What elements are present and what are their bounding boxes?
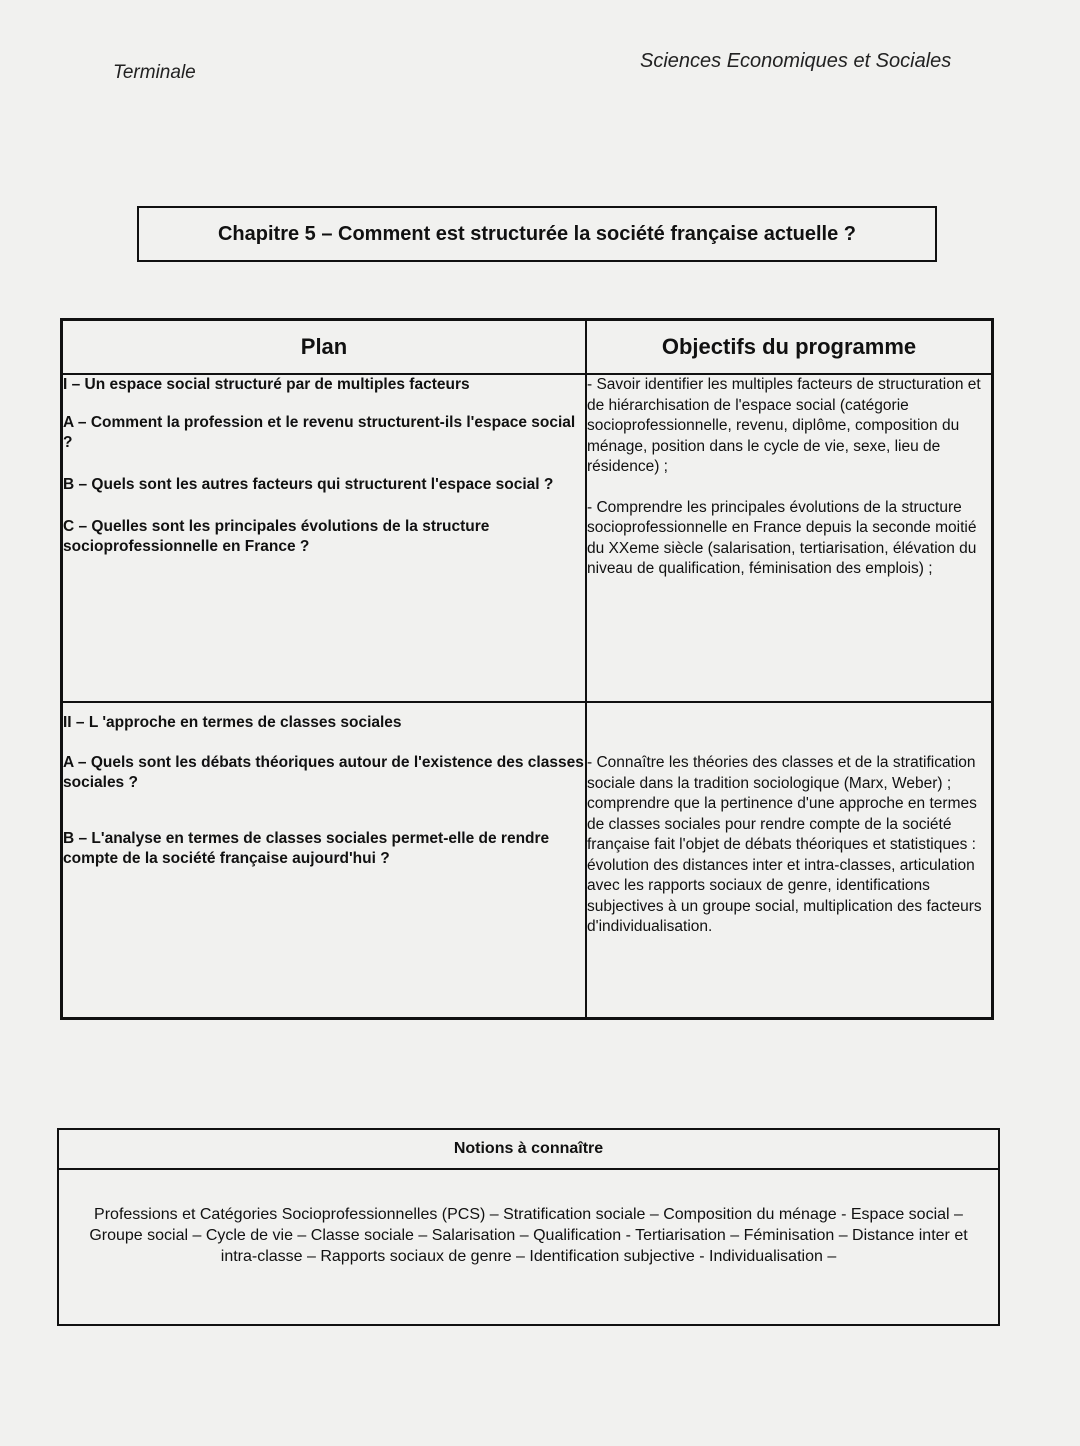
plan-subpart: C – Quelles sont les principales évolutions de la structure socioprofessionnelle en France ?	[63, 518, 490, 555]
objectif-item: - Comprendre les principales évolutions de la structure socioprofessionnelle en France depuis la seconde moitié du XXeme siècle (salarisation, tertiarisation, élévation du niveau de qualification, féminisation des emplois) ;	[587, 498, 977, 577]
notions-list: Professions et Catégories Socioprofessionnelles (PCS) – Stratification sociale – Composition du ménage - Espace social – Groupe social – Cycle de vie – Classe sociale – Salarisation – Qualification - Tertiarisation – Féminisation – Distance inter et intra-classe – Rapports sociaux de genre – Identification subjective - Individualisation –	[89, 1206, 968, 1265]
column-header-plan: Plan	[62, 320, 587, 375]
plan-subpart: A – Quels sont les débats théoriques autour de l'existence des classes sociales ?	[63, 754, 584, 791]
notions-box	[57, 1128, 1000, 1326]
objectif-item: - Savoir identifier les multiples facteurs de structuration et de hiérarchisation de l'espace social (catégorie socioprofessionnelle, revenu, diplôme, composition du ménage, position dans le cycle de vie, sexe, lieu de résidence) ;	[587, 376, 981, 475]
table-row	[62, 702, 993, 1019]
plan-subpart: B – L'analyse en termes de classes sociales permet-elle de rendre compte de la société française aujourd'hui ?	[63, 830, 550, 867]
objectifs-cell	[586, 374, 993, 702]
plan-subpart: B – Quels sont les autres facteurs qui structurent l'espace social ?	[63, 476, 554, 493]
notions-title: Notions à connaître	[59, 1130, 998, 1170]
plan-subpart: A – Comment la profession et le revenu structurent-ils l'espace social ?	[63, 414, 576, 451]
plan-part-title: II – L 'approche en termes de classes sociales	[63, 714, 402, 731]
chapter-title: Chapitre 5 – Comment est structurée la société française actuelle ?	[137, 206, 937, 262]
objectifs-cell	[586, 702, 993, 1019]
table-row	[62, 374, 993, 702]
plan-table	[60, 318, 994, 1020]
header-level: Terminale	[113, 62, 196, 83]
plan-part-title: I – Un espace social structuré par de multiples facteurs	[63, 376, 470, 393]
column-header-objectifs: Objectifs du programme	[586, 320, 993, 375]
plan-cell	[62, 374, 587, 702]
header-subject: Sciences Economiques et Sociales	[640, 50, 952, 72]
plan-cell	[62, 702, 587, 1019]
objectif-item: - Connaître les théories des classes et de la stratification sociale dans la tradition sociologique (Marx, Weber) ; comprendre que la pertinence d'une approche en termes de classes sociales pour rendre compte de la société française fait l'objet de débats théoriques et statistiques : évolution des distances inter et intra-classes, articulation avec les rapports sociaux de genre, identifications subjectives à un groupe social, multiplication des facteurs d'individualisation.	[587, 754, 982, 935]
